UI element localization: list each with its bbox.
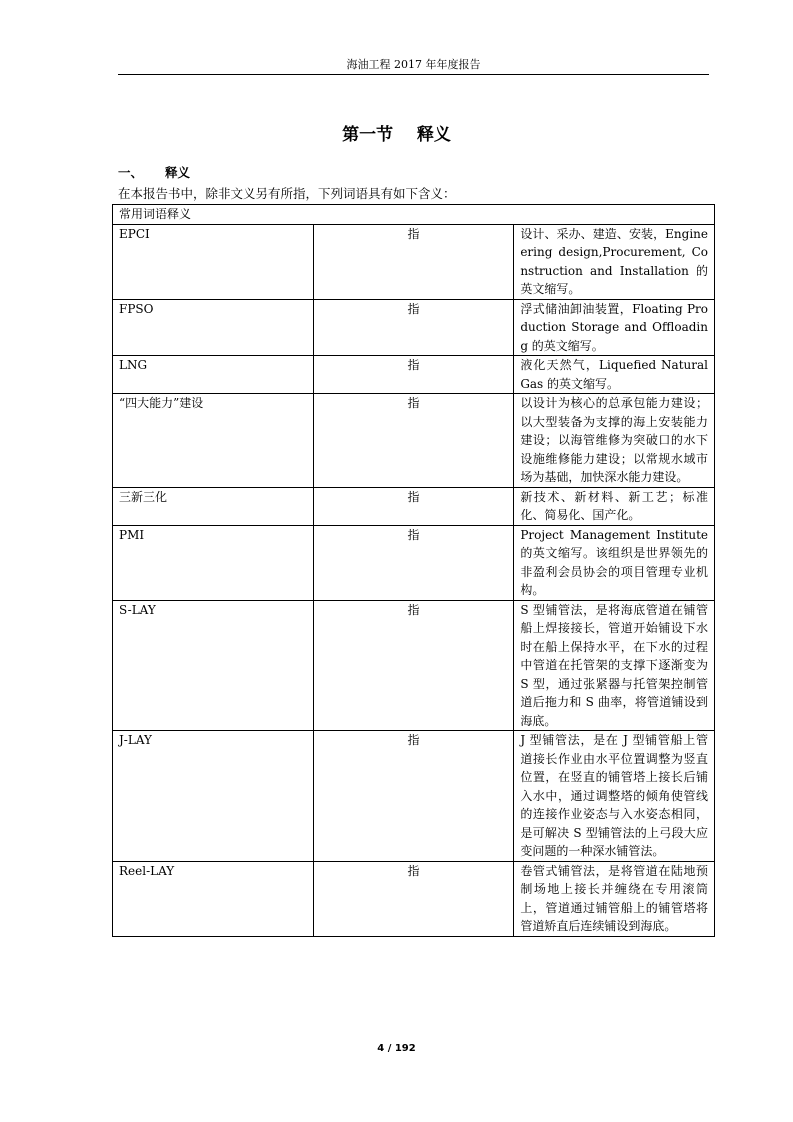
table-row <box>113 394 715 488</box>
refers-cell: 指 <box>313 600 514 731</box>
definitions-table <box>112 204 715 937</box>
definition-cell: 浮式储油卸油装置，Floating Production Storage and Offloading 的英文缩写。 <box>514 299 715 356</box>
subsection-number: 一、 <box>118 165 144 180</box>
term-cell: “四大能力”建设 <box>113 394 314 488</box>
header-divider <box>118 74 709 75</box>
table-row <box>113 861 715 936</box>
definition-cell: Project Management Institute 的英文缩写。该组织是世界领先的非盈利会员协会的项目管理专业机构。 <box>514 525 715 600</box>
definition-cell: 设计、采办、建造、安装，Engineering design,Procurement, Construction and Installation 的英文缩写。 <box>514 224 715 299</box>
definition-cell: S 型铺管法，是将海底管道在铺管船上焊接接长，管道开始铺设下水时在船上保持水平，在下水的过程中管道在托管架的支撑下逐渐变为 S 型，通过张紧器与托管架控制管道后拖力和 S 曲率，将管道铺设到海底。 <box>514 600 715 731</box>
term-cell: FPSO <box>113 299 314 356</box>
refers-cell: 指 <box>313 356 514 394</box>
table-row <box>113 600 715 731</box>
definition-cell: 新技术、新材料、新工艺；标准化、简易化、国产化。 <box>514 487 715 525</box>
refers-cell: 指 <box>313 861 514 936</box>
subsection-heading <box>118 164 190 182</box>
refers-cell: 指 <box>313 731 514 862</box>
definition-cell: 液化天然气，Liquefied Natural Gas 的英文缩写。 <box>514 356 715 394</box>
term-cell: LNG <box>113 356 314 394</box>
table-row <box>113 731 715 862</box>
definition-cell: 以设计为核心的总承包能力建设；以大型装备为支撑的海上安装能力建设；以海管维修为突破口的水下设施维修能力建设；以常规水域市场为基础，加快深水能力建设。 <box>514 394 715 488</box>
definition-cell: J 型铺管法，是在 J 型铺管船上管道接长作业由水平位置调整为竖直位置，在竖直的铺管塔上接长后铺入水中，通过调整塔的倾角使管线的连接作业姿态与入水姿态相同，是可解决 S 型铺管法的上弓段大应变问题的一种深水铺管法。 <box>514 731 715 862</box>
refers-cell: 指 <box>313 224 514 299</box>
term-cell: J-LAY <box>113 731 314 862</box>
term-cell: S-LAY <box>113 600 314 731</box>
term-cell: Reel-LAY <box>113 861 314 936</box>
intro-paragraph: 在本报告书中，除非文义另有所指，下列词语具有如下含义： <box>118 186 456 201</box>
running-header: 海油工程 2017 年年度报告 <box>346 58 481 71</box>
table-header-cell: 常用词语释义 <box>113 205 715 225</box>
table-row <box>113 299 715 356</box>
page-number: 4 / 192 <box>377 1043 416 1054</box>
refers-cell: 指 <box>313 525 514 600</box>
table-row <box>113 525 715 600</box>
refers-cell: 指 <box>313 299 514 356</box>
definition-cell: 卷管式铺管法，是将管道在陆地预制场地上接长并缠绕在专用滚筒上，管道通过铺管船上的铺管塔将管道矫直后连续铺设到海底。 <box>514 861 715 936</box>
refers-cell: 指 <box>313 487 514 525</box>
table-header-row <box>113 205 715 225</box>
subsection-title: 释义 <box>165 165 191 180</box>
term-cell: EPCI <box>113 224 314 299</box>
term-cell: 三新三化 <box>113 487 314 525</box>
table-row <box>113 224 715 299</box>
term-cell: PMI <box>113 525 314 600</box>
table-row <box>113 356 715 394</box>
refers-cell: 指 <box>313 394 514 488</box>
table-row <box>113 487 715 525</box>
section-title: 第一节 释义 <box>342 125 451 145</box>
